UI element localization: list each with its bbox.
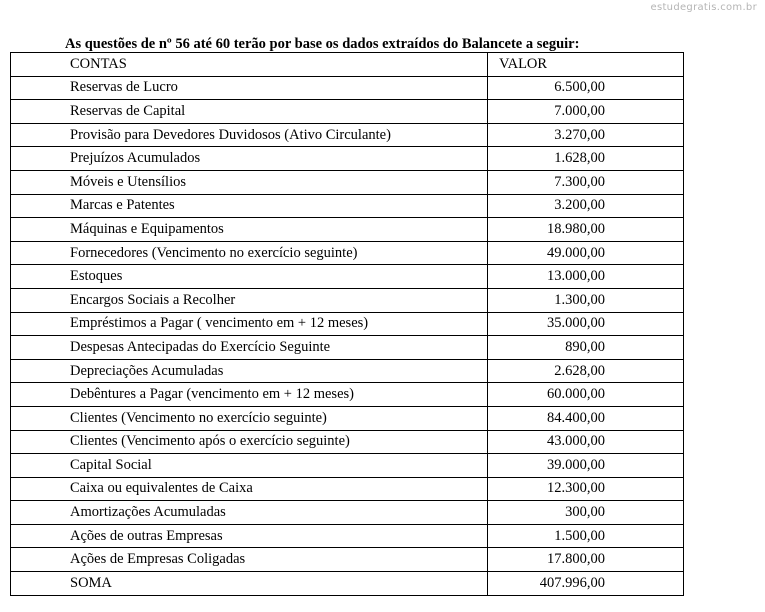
account-name: Capital Social <box>11 454 488 478</box>
account-name: Debêntures a Pagar (vencimento em + 12 meses) <box>11 383 488 407</box>
account-value: 18.980,00 <box>488 218 684 242</box>
account-name: Prejuízos Acumulados <box>11 147 488 171</box>
account-value: 1.300,00 <box>488 288 684 312</box>
account-value: 39.000,00 <box>488 454 684 478</box>
column-header-value: VALOR <box>488 53 684 77</box>
account-name: Máquinas e Equipamentos <box>11 218 488 242</box>
account-name: Ações de outras Empresas <box>11 524 488 548</box>
account-name: Despesas Antecipadas do Exercício Seguinte <box>11 336 488 360</box>
account-name: Reservas de Lucro <box>11 76 488 100</box>
account-name: Marcas e Patentes <box>11 194 488 218</box>
account-name: Caixa ou equivalentes de Caixa <box>11 477 488 501</box>
account-value: 890,00 <box>488 336 684 360</box>
account-value: 3.270,00 <box>488 123 684 147</box>
account-value: 43.000,00 <box>488 430 684 454</box>
account-name: Ações de Empresas Coligadas <box>11 548 488 572</box>
table-row <box>11 454 684 478</box>
account-name: Móveis e Utensílios <box>11 170 488 194</box>
table-row <box>11 548 684 572</box>
column-header-accounts: CONTAS <box>11 53 488 77</box>
account-value: 6.500,00 <box>488 76 684 100</box>
table-row <box>11 312 684 336</box>
table-row <box>11 218 684 242</box>
table-row <box>11 501 684 525</box>
account-value: 3.200,00 <box>488 194 684 218</box>
table-row <box>11 406 684 430</box>
account-name: SOMA <box>11 572 488 596</box>
account-value: 7.000,00 <box>488 100 684 124</box>
account-name: Encargos Sociais a Recolher <box>11 288 488 312</box>
account-value: 7.300,00 <box>488 170 684 194</box>
account-value: 407.996,00 <box>488 572 684 596</box>
account-name: Empréstimos a Pagar ( vencimento em + 12 meses) <box>11 312 488 336</box>
account-name: Reservas de Capital <box>11 100 488 124</box>
account-value: 12.300,00 <box>488 477 684 501</box>
account-value: 1.628,00 <box>488 147 684 171</box>
table-row <box>11 123 684 147</box>
page-title: As questões de nº 56 até 60 terão por base os dados extraídos do Balancete a seguir: <box>65 36 580 52</box>
table-total-row <box>11 572 684 596</box>
table-row <box>11 170 684 194</box>
account-value: 17.800,00 <box>488 548 684 572</box>
table-row <box>11 430 684 454</box>
account-value: 2.628,00 <box>488 359 684 383</box>
table-row <box>11 265 684 289</box>
site-watermark: estudegratis.com.br <box>650 2 757 13</box>
table-row <box>11 524 684 548</box>
account-value: 300,00 <box>488 501 684 525</box>
account-value: 35.000,00 <box>488 312 684 336</box>
account-name: Depreciações Acumuladas <box>11 359 488 383</box>
account-value: 60.000,00 <box>488 383 684 407</box>
account-name: Fornecedores (Vencimento no exercício seguinte) <box>11 241 488 265</box>
account-value: 1.500,00 <box>488 524 684 548</box>
table-row <box>11 288 684 312</box>
table-row <box>11 194 684 218</box>
account-name: Estoques <box>11 265 488 289</box>
account-name: Clientes (Vencimento no exercício seguinte) <box>11 406 488 430</box>
account-value: 49.000,00 <box>488 241 684 265</box>
table-row <box>11 241 684 265</box>
account-name: Provisão para Devedores Duvidosos (Ativo Circulante) <box>11 123 488 147</box>
table-row <box>11 100 684 124</box>
table-row <box>11 477 684 501</box>
account-value: 84.400,00 <box>488 406 684 430</box>
account-name: Amortizações Acumuladas <box>11 501 488 525</box>
table-header-row <box>11 53 684 77</box>
table-row <box>11 76 684 100</box>
table-row <box>11 383 684 407</box>
account-value: 13.000,00 <box>488 265 684 289</box>
account-name: Clientes (Vencimento após o exercício seguinte) <box>11 430 488 454</box>
table-row <box>11 359 684 383</box>
table-row <box>11 147 684 171</box>
balance-table <box>10 52 684 596</box>
table-row <box>11 336 684 360</box>
